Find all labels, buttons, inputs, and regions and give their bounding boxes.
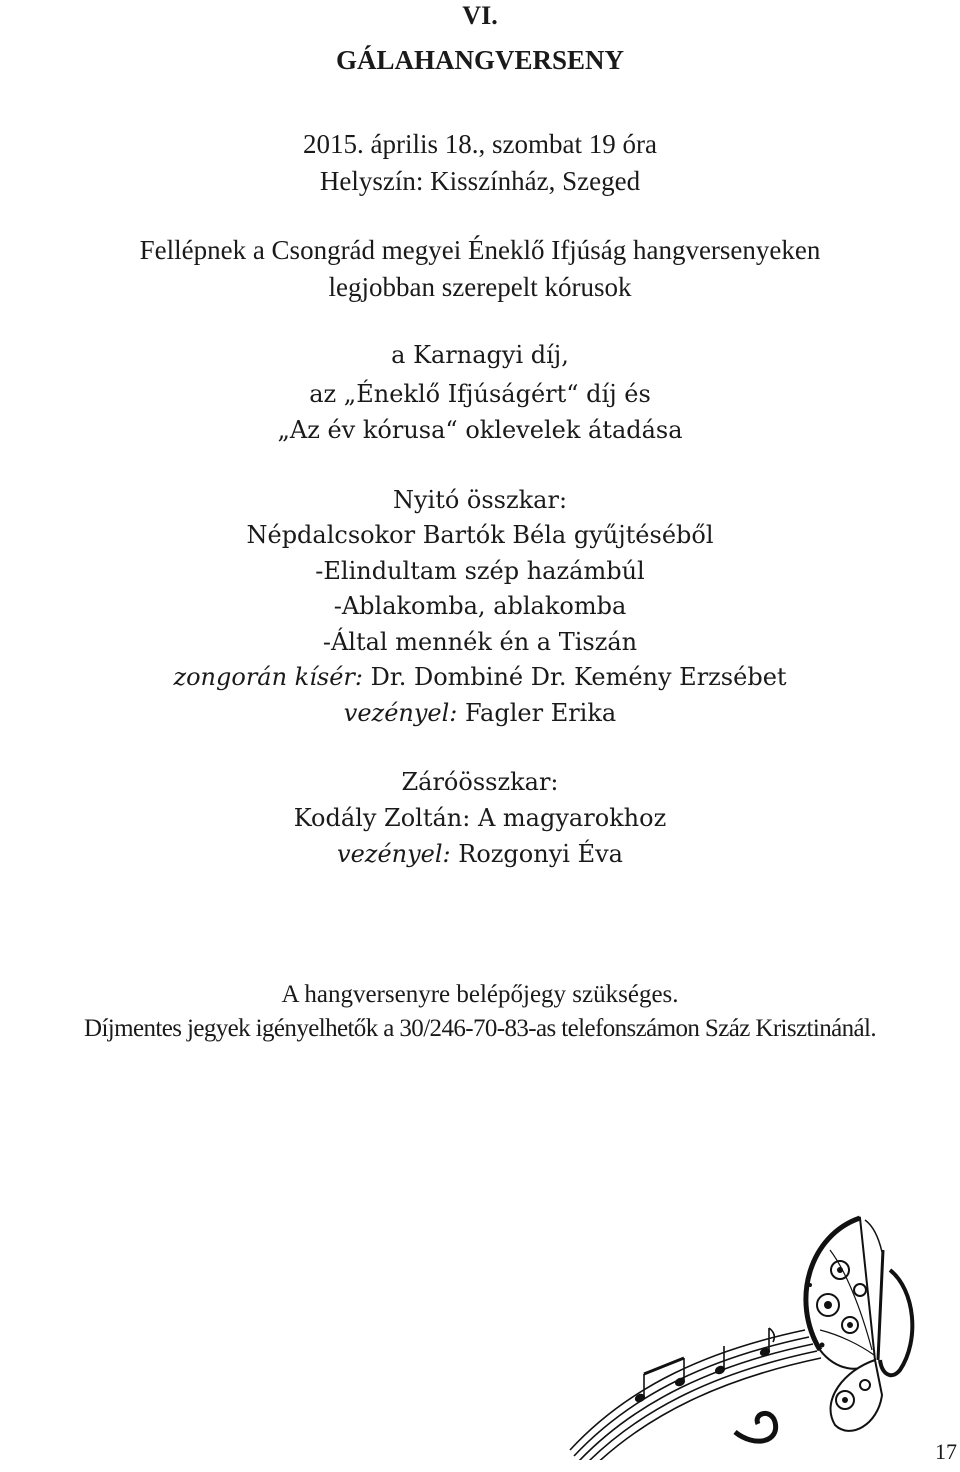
song-item: -Ablakomba, ablakomba bbox=[333, 592, 627, 620]
ticket-notice: A hangversenyre belépőjegy szükséges. bbox=[281, 981, 679, 1008]
butterfly-music-staff-icon bbox=[560, 1210, 930, 1460]
performers-line-1: Fellépnek a Csongrád megyei Éneklő Ifjúság hangversenyeken bbox=[139, 235, 821, 265]
award-line-2: az „Éneklő Ifjúságért“ díj és bbox=[309, 380, 651, 408]
opening-choir-work: Népdalcsokor Bartók Béla gyűjtéséből bbox=[246, 521, 714, 549]
accompanist-line bbox=[0, 665, 960, 689]
closing-choir-work: Kodály Zoltán: A magyarokhoz bbox=[293, 804, 667, 832]
event-venue: Helyszín: Kisszínház, Szeged bbox=[319, 166, 641, 196]
award-line-1: a Karnagyi díj, bbox=[391, 341, 569, 369]
ticket-contact: Díjmentes jegyek igényelhetők a 30/246-70-83-as telefonszámon Száz Krisztinánál. bbox=[83, 1015, 876, 1042]
section-number: VI. bbox=[462, 1, 498, 30]
page-title: GÁLAHANGVERSENY bbox=[335, 45, 625, 75]
performers-line-2: legjobban szerepelt kórusok bbox=[328, 272, 632, 302]
page-number: 17 bbox=[935, 1439, 957, 1464]
award-line-3: „Az év kórusa“ oklevelek átadása bbox=[277, 416, 683, 444]
closing-choir-heading: Záróösszkar: bbox=[401, 768, 559, 796]
conductor-label: vezényel: bbox=[337, 840, 451, 868]
song-item: -Elindultam szép hazámbúl bbox=[315, 557, 645, 585]
conductor-name: Rozgonyi Éva bbox=[458, 840, 623, 868]
song-item: -Által mennék én a Tiszán bbox=[322, 628, 638, 656]
conductor-label: vezényel: bbox=[343, 699, 458, 727]
opening-conductor-line bbox=[0, 701, 960, 725]
closing-conductor-line bbox=[0, 842, 960, 866]
opening-choir-heading: Nyitó összkar: bbox=[392, 486, 568, 514]
conductor-name: Fagler Erika bbox=[465, 699, 617, 727]
accompanist-name: Dr. Dombiné Dr. Kemény Erzsébet bbox=[370, 663, 787, 691]
accompanist-label: zongorán kísér: bbox=[173, 663, 363, 691]
event-date: 2015. április 18., szombat 19 óra bbox=[303, 129, 657, 159]
